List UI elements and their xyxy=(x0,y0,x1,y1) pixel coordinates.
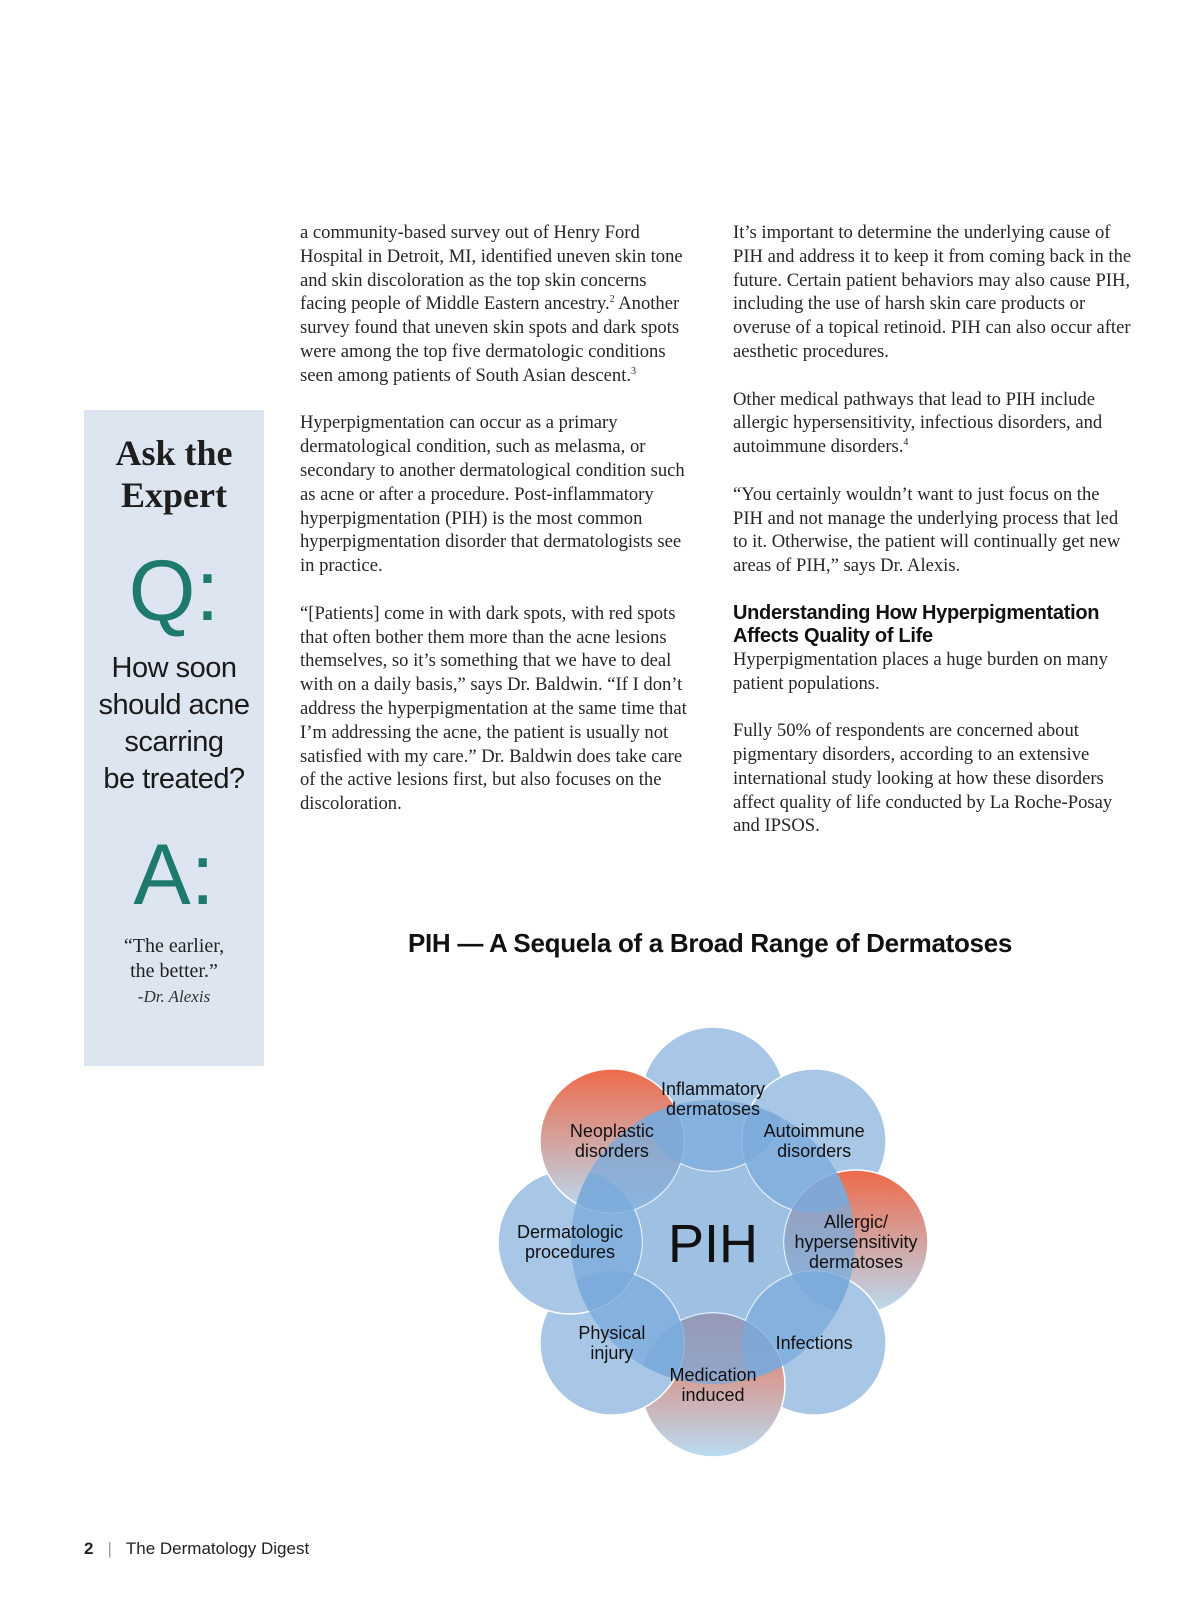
dermatosis-node-label xyxy=(570,1121,654,1161)
footnote-ref: 4 xyxy=(903,436,909,448)
dermatosis-node-label-line: injury xyxy=(590,1343,634,1364)
answer-attribution: -Dr. Alexis xyxy=(137,987,211,1006)
expert-question: How soon should acne scarring be treated? xyxy=(98,652,250,795)
dermatosis-node-label-line: Neoplastic xyxy=(569,1120,654,1141)
dermatosis-node-label xyxy=(669,1365,756,1405)
paragraph: It’s important to determine the underlying cause of PIH and address it to keep it from coming back in the future. Certain patient behaviors may also cause PIH, including the use of harsh skin care products or overuse of a topical retinoid. PIH can also occur after aesthetic procedures. xyxy=(733,222,1132,362)
page-number: 2 xyxy=(84,1539,94,1558)
dermatosis-node-label xyxy=(776,1333,853,1353)
paragraph: Fully 50% of respondents are concerned about pigmentary disorders, according to an extensive international study looking at how these disorders affect quality of life conducted by La Roche-Posay and IPSOS. xyxy=(733,720,1113,837)
expert-answer: “The earlier, the better.” -Dr. Alexis xyxy=(84,934,264,1009)
dermatosis-node-label-line: dermatoses xyxy=(808,1252,904,1272)
dermatosis-node-label-line: Autoimmune xyxy=(763,1120,865,1141)
diagram-title: PIH — A Sequela of a Broad Range of Dermatoses xyxy=(407,928,1013,958)
dermatosis-node-label-line: Allergic/ xyxy=(823,1212,889,1232)
dermatosis-node-label-line: dermatoses xyxy=(665,1099,761,1119)
paragraph: “[Patients] come in with dark spots, with red spots that often bother them more than the acne lesions themselves, so it’s something that we have to deal with on a daily basis,” says Dr. Baldwin. “If I don’t address the hyperpigmentation at the same time that I’m addressing the acne, the patient is usually not satisfied with my care.” Dr. Baldwin does take care of the active lesions first, but also focuses on the discoloration. xyxy=(300,602,687,815)
dermatosis-node-label-line: Infections xyxy=(775,1333,853,1354)
paragraph: Hyperpigmentation can occur as a primary dermatological condition, such as melasma, or secondary to another dermatological condition such as acne or after a procedure. Post-inflammatory hyperpigmentation (PIH) is the most common hyperpigmentation disorder that dermatologists see in practice. xyxy=(300,412,685,577)
dermatosis-node-label-line: Dermatologic xyxy=(516,1222,624,1242)
paragraph: “You certainly wouldn’t want to just focus on the PIH and not manage the underlying process that led to it. Otherwise, the patient will continually get new areas of PIH,” says Dr. Alexis. xyxy=(733,483,1121,577)
footnote-ref: 2 xyxy=(609,294,615,306)
sidebar-title: Ask the Expert xyxy=(115,433,233,515)
paragraph: Other medical pathways that lead to PIH include allergic hypersensitivity, infectious disorders, and autoimmune disorders.$^4$ xyxy=(733,388,1103,458)
dermatosis-node-label-line: Inflammatory xyxy=(660,1079,766,1099)
dermatosis-node-label xyxy=(661,1079,765,1119)
dermatosis-node-label-line: Medication xyxy=(669,1365,757,1385)
section-subheading: Understanding How Hyperpigmentation Affects Quality of Life xyxy=(733,601,1100,647)
page-footer xyxy=(84,1539,309,1559)
question-letter: Q: xyxy=(128,543,220,639)
footnote-ref: 3 xyxy=(631,365,637,377)
dermatosis-node-label xyxy=(517,1222,623,1262)
dermatosis-node-label-line: disorders xyxy=(574,1140,649,1161)
pih-center-label: PIH xyxy=(667,1214,759,1274)
dermatosis-node-label-line: procedures xyxy=(524,1242,616,1262)
dermatosis-node-label xyxy=(764,1121,865,1161)
dermatosis-node-label-line: hypersensitivity xyxy=(794,1232,918,1252)
answer-letter: A: xyxy=(133,827,215,923)
dermatosis-node-label-line: disorders xyxy=(777,1140,852,1161)
publication-name: The Dermatology Digest xyxy=(125,1539,310,1558)
paragraph: a community-based survey out of Henry Ford Hospital in Detroit, MI, identified uneven skin tone and skin discoloration as the top skin concerns facing people of Middle Eastern ancestry.$^2$ Another survey found that uneven skin spots and dark spots were among the top five dermatologic conditions seen among patients of South Asian descent.$^3$ xyxy=(300,222,683,386)
dermatosis-node-label-line: induced xyxy=(681,1385,745,1405)
footer-separator: | xyxy=(107,1539,112,1558)
dermatosis-node-label-line: Physical xyxy=(578,1323,646,1344)
paragraph: Hyperpigmentation places a huge burden on many patient populations. xyxy=(733,648,1108,694)
